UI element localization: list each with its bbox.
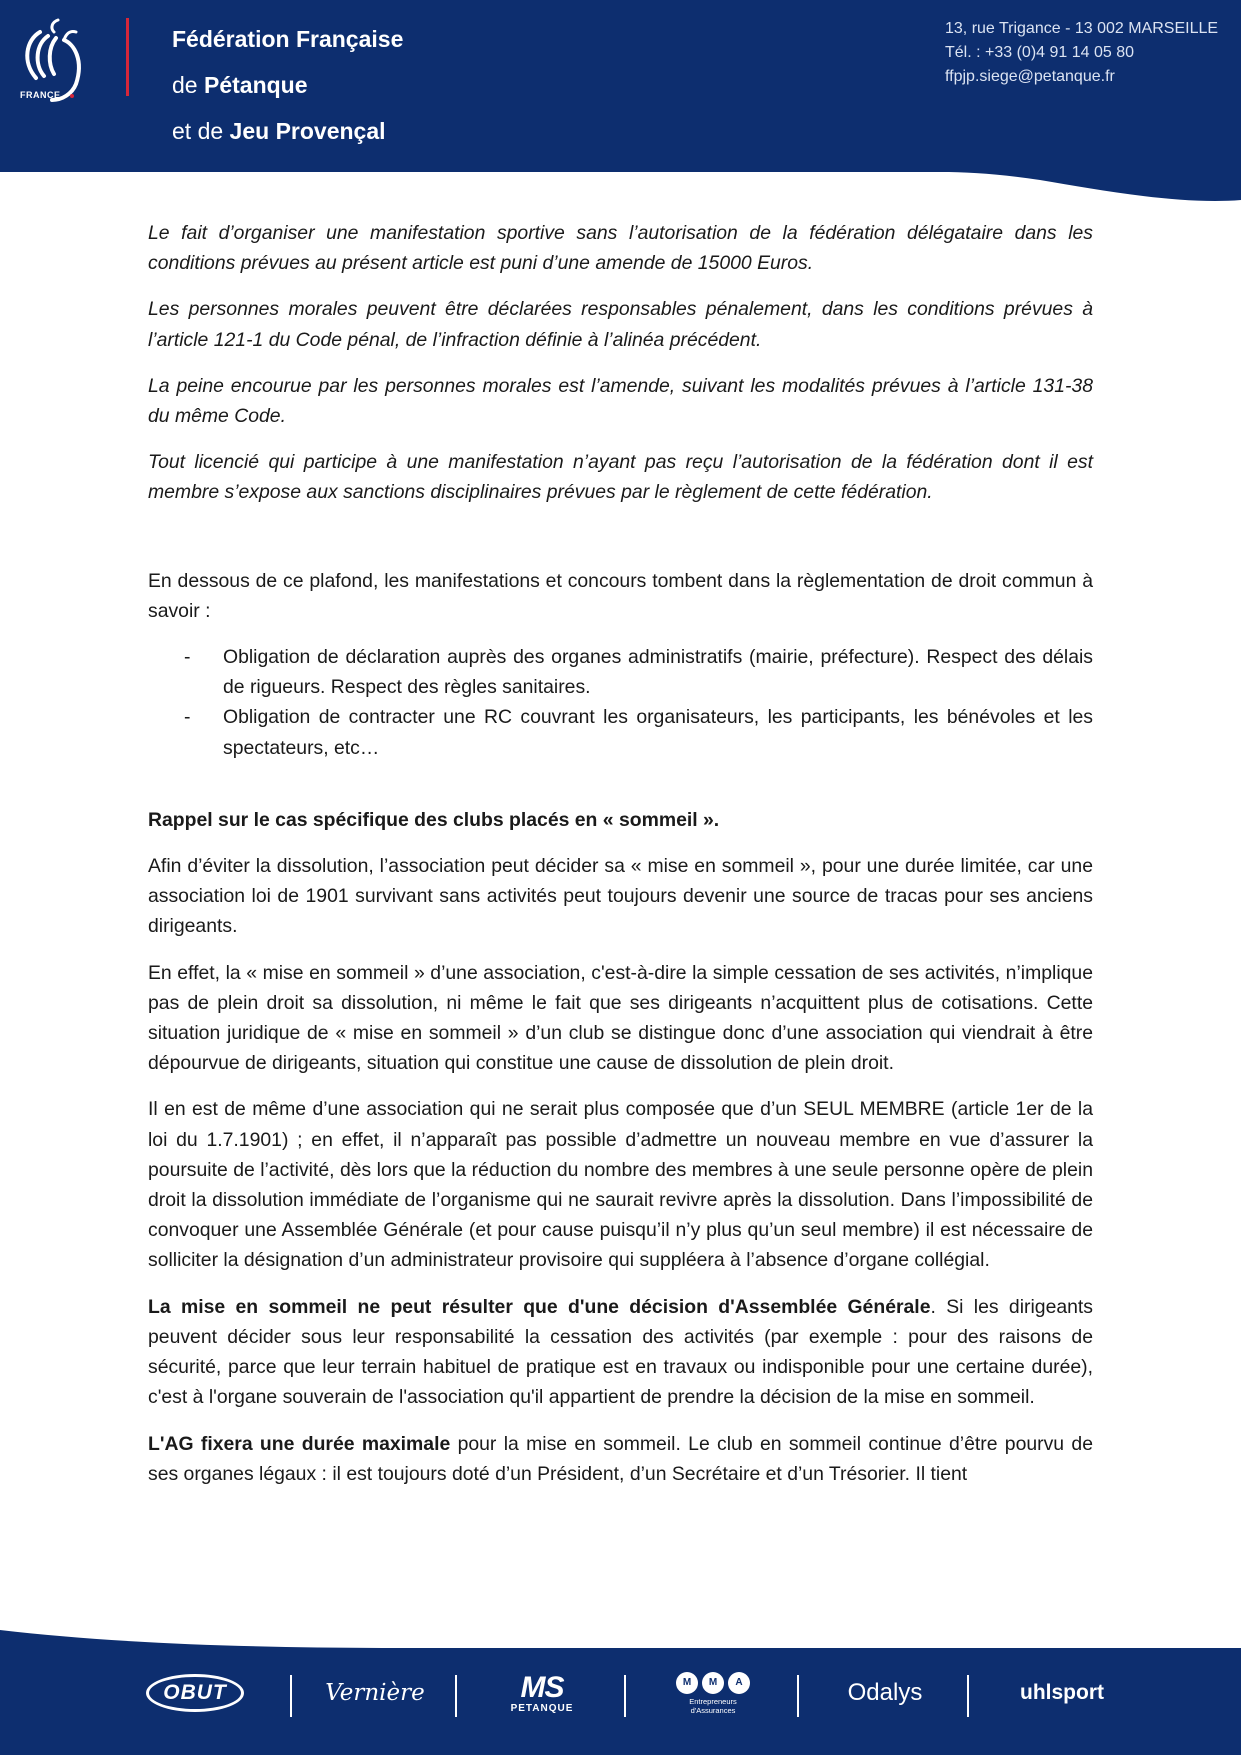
document-body: [148, 218, 1093, 1505]
italic-paragraph: La peine encourue par les personnes morales est l’amende, suivant les modalités prévues à l’article 131-38 du même Code.: [148, 374, 1093, 428]
italic-legal-block: [148, 218, 1093, 508]
italic-paragraph: Tout licencié qui participe à une manifestation n’ayant pas reçu l’autorisation de la fédération dont il est membre s’expose aux sanctions disciplinaires prévues par le règlement de cette fédération.: [148, 451, 1093, 504]
address-street: 13, rue Trigance - 13 002 MARSEILLE: [945, 20, 1219, 37]
intro-paragraph: En dessous de ce plafond, les manifestations et concours tombent dans la règlementation de droit commun à savoir :: [148, 569, 1093, 622]
bold-phrase: L'AG fixera une durée maximale: [148, 1432, 451, 1455]
obligations-list: [148, 642, 1093, 763]
sponsor-uhlsport-logo: uhlsport: [1020, 1681, 1104, 1704]
federation-line-3: et de Jeu Provençal: [172, 118, 386, 144]
footer-separator: [797, 1675, 799, 1717]
sponsor-ms-petanque-logo: MS PETANQUE: [510, 1670, 574, 1714]
list-item-text: Obligation de contracter une RC couvrant les organisateurs, les participants, les bénévoles et les spectateurs, etc…: [223, 706, 1093, 759]
logo-wordmark: FRANCE: [20, 90, 61, 100]
header-divider: [126, 18, 129, 96]
footer-separator: [624, 1675, 626, 1717]
list-item-text: Obligation de déclaration auprès des organes administratifs (mairie, préfecture). Respect des délais de rigueurs. Respect des règles sanitaires.: [223, 646, 1093, 699]
body-paragraph: La mise en sommeil ne peut résulter que d'une décision d'Assemblée Générale. Si les dirigeants peuvent décider sous leur responsabilité la cessation des activités (par exemple : pour des raisons de sécurité, parce que leur terrain habituel de pratique est en travaux ou indisponible pour une certaine durée), c'est à l'organe souverain de l'association qu'il appartient de prendre la décision de la mise en sommeil.: [148, 1295, 1093, 1409]
section-heading: Rappel sur le cas spécifique des clubs placés en « sommeil ».: [148, 808, 720, 831]
italic-paragraph: Le fait d’organiser une manifestation sportive sans l’autorisation de la fédération délégataire dans les conditions prévues au présent article est puni d’une amende de 15000 Euros.: [148, 222, 1093, 275]
list-item: [148, 642, 1093, 702]
footer-separator: [455, 1675, 457, 1717]
footer-separator: [290, 1675, 292, 1717]
italic-paragraph: Les personnes morales peuvent être déclarées responsables pénalement, dans les conditions prévues à l’article 121-1 du Code pénal, de l’infraction définie à l’alinéa précédent.: [148, 298, 1093, 351]
contact-address: [945, 17, 1218, 89]
bold-phrase: La mise en sommeil ne peut résulter que d'une décision d'Assemblée Générale: [148, 1295, 931, 1318]
address-email[interactable]: ffpjp.siege@petanque.fr: [945, 68, 1115, 85]
sponsor-odalys-logo: Odalys: [847, 1679, 923, 1706]
sponsor-mma-logo: M M A Entrepreneurs d'Assurances: [668, 1665, 758, 1721]
federation-line-1: Fédération Française: [172, 26, 404, 52]
body-paragraph: L'AG fixera une durée maximale pour la mise en sommeil. Le club en sommeil continue d’être pourvu de ses organes légaux : il est toujours doté d’un Président, d’un Secrétaire et d’un Trésorier. Il tient: [148, 1432, 1093, 1485]
body-paragraph: En effet, la « mise en sommeil » d’une association, c'est-à-dire la simple cessation de ses activités, n’implique pas de plein droit sa dissolution, ni même le fait que ses dirigeants n’acquittent plus de cotisations. Cette situation juridique de « mise en sommeil » d’un club se distingue donc d’une association qui viendrait à être dépourvue de dirigeants, situation qui constitue une cause de dissolution de plein droit.: [148, 961, 1093, 1075]
body-paragraph: Il en est de même d’une association qui ne serait plus composée que d’un SEUL MEMBRE (article 1er de la loi du 1.7.1901) ; en effet, il n’apparaît pas possible d’admettre un nouveau membre en vue d’assurer la poursuite de l’activité, dès lors que la réduction du nombre des membres à une seule personne opère de plein droit la dissolution immédiate de l’organisme qui ne saurait revivre après la dissolution. Dans l’impossibilité de convoquer une Assemblée Générale (et pour cause puisqu’il n’y plus qu’un seul membre) il est nécessaire de solliciter la désignation d’un administrateur provisoire qui suppléera à l’absence d’organe collégial.: [148, 1098, 1093, 1272]
sponsor-obut-logo: OBUT: [142, 1665, 248, 1721]
list-item: [148, 702, 1093, 762]
list-dash: -: [184, 646, 191, 669]
federation-name: [172, 16, 403, 154]
list-dash: -: [184, 706, 191, 729]
sponsor-verniere-logo: Vernière: [325, 1680, 425, 1706]
address-phone: Tél. : +33 (0)4 91 14 05 80: [945, 44, 1135, 61]
body-paragraph: Afin d’éviter la dissolution, l’association peut décider sa « mise en sommeil », pour une durée limitée, car une association loi de 1901 survivant sans activités peut toujours devenir une source de tracas pour ses anciens dirigeants.: [148, 855, 1093, 938]
federation-line-2: de Pétanque: [172, 72, 308, 98]
footer-separator: [967, 1675, 969, 1717]
